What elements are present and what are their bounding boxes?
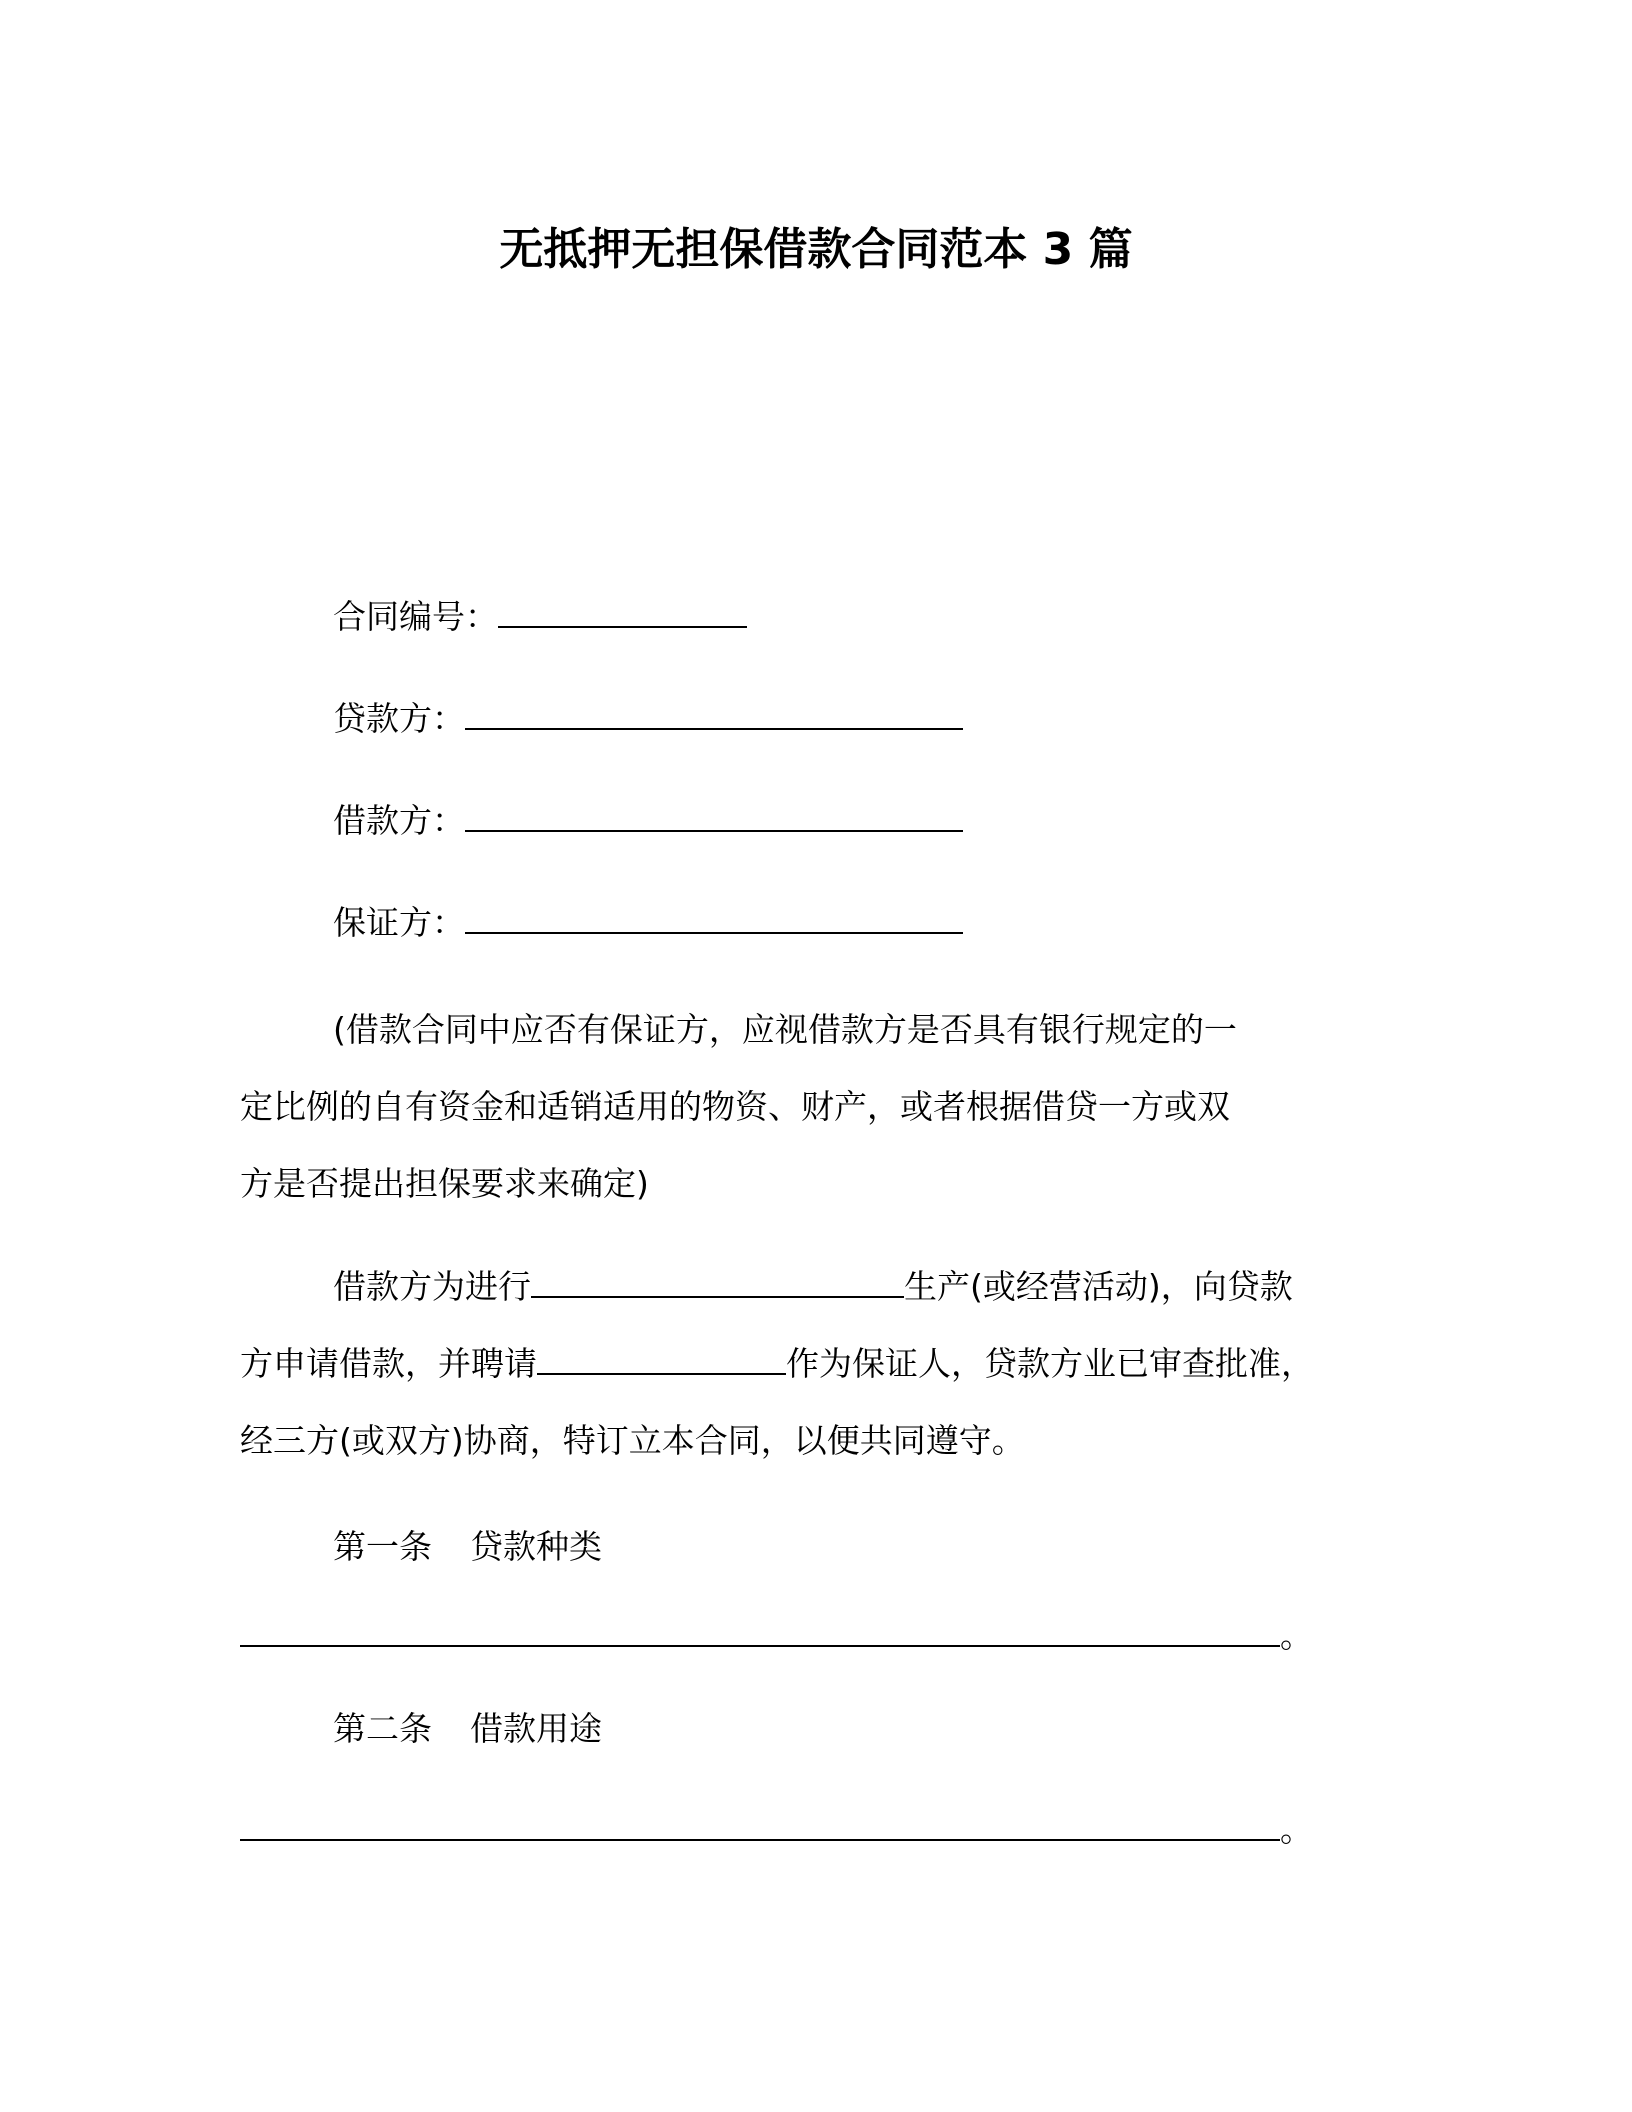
article-2-blank[interactable] (240, 1809, 1280, 1841)
document-title: 无抵押无担保借款合同范本 3 篇 (499, 224, 1133, 275)
note-line-3: 方是否提出担保要求来确定) (240, 1164, 649, 1203)
article-1-title: 贷款种类 (470, 1527, 602, 1566)
contract-number-row (333, 593, 747, 641)
article-1-fill-line (240, 1612, 1313, 1660)
preamble-text: 生产(或经营活动)，向贷款 (904, 1267, 1293, 1306)
article-1-end-mark: 。 (1280, 1616, 1313, 1655)
contract-number-blank[interactable] (498, 596, 747, 628)
preamble-line-1 (333, 1263, 1293, 1311)
guarantor-blank[interactable] (465, 902, 963, 934)
purpose-blank[interactable] (531, 1266, 904, 1298)
article-2-end-mark: 。 (1280, 1810, 1313, 1849)
guarantor-label: 保证方： (333, 903, 465, 942)
article-1-heading (333, 1523, 602, 1571)
lender-row (333, 695, 963, 743)
borrower-row (333, 797, 963, 845)
note-line-2: 定比例的自有资金和适销适用的物资、财产，或者根据借贷一方或双 (240, 1087, 1230, 1126)
borrower-blank[interactable] (465, 800, 963, 832)
guarantor-name-blank[interactable] (537, 1343, 786, 1375)
note-line-1: (借款合同中应否有保证方，应视借款方是否具有银行规定的一 (333, 1010, 1237, 1049)
preamble-text: 作为保证人，贷款方业已审查批准， (786, 1344, 1314, 1383)
article-2-fill-line (240, 1806, 1313, 1854)
article-1-blank[interactable] (240, 1615, 1280, 1647)
lender-blank[interactable] (465, 698, 963, 730)
article-2-title: 借款用途 (470, 1709, 602, 1748)
article-2-number: 第二条 (333, 1709, 432, 1748)
borrower-label: 借款方： (333, 801, 465, 840)
preamble-line-2 (240, 1340, 1314, 1388)
preamble-line-3: 经三方(或双方)协商，特订立本合同，以便共同遵守。 (240, 1421, 1025, 1460)
lender-label: 贷款方： (333, 699, 465, 738)
guarantor-row (333, 899, 963, 947)
preamble-text: 方申请借款，并聘请 (240, 1344, 537, 1383)
article-2-heading (333, 1705, 602, 1753)
contract-number-label: 合同编号： (333, 597, 498, 636)
article-1-number: 第一条 (333, 1527, 432, 1566)
preamble-text: 借款方为进行 (333, 1267, 531, 1306)
